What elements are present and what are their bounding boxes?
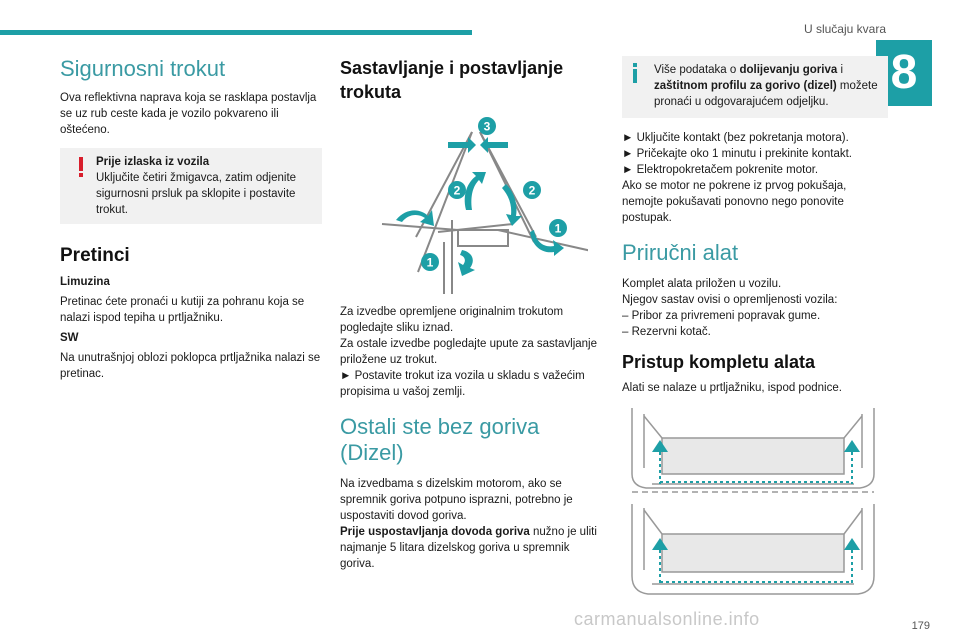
page-number: 179 [911, 620, 930, 632]
watermark: carmanualsonline.info [574, 609, 760, 629]
column-3 [622, 56, 888, 609]
step: ► Elektropokretačem pokrenite motor. [622, 164, 819, 176]
heading-compartments: Pretinci [60, 245, 130, 266]
svg-text:2: 2 [453, 183, 461, 198]
section-title: U slučaju kvara [803, 22, 886, 36]
triangle-assembly-illustration [358, 112, 588, 294]
paragraph: Prije uspostavljanja dovoda goriva nužno je uliti najmanje 5 litara dizelskog goriva u spremnik goriva. [340, 526, 597, 570]
warning-exclamation-icon [74, 156, 88, 178]
header-accent-bar [0, 30, 472, 35]
info-icon [628, 62, 642, 84]
svg-text:3: 3 [483, 119, 491, 134]
warning-note [60, 148, 322, 224]
paragraph: Alati se nalaze u prtljažniku, ispod podnice. [622, 382, 842, 394]
svg-text:1: 1 [426, 255, 434, 270]
paragraph: Za ostale izvedbe pogledajte upute za sastavljanje priložene uz trokut. [340, 338, 598, 366]
paragraph: ► Postavite trokut iza vozila u skladu s važećim propisima u vašoj zemlji. [340, 370, 585, 398]
step: ► Pričekajte oko 1 minutu i prekinite kontakt. [622, 148, 852, 160]
paragraph: Na izvedbama s dizelskim motorom, ako se spremnik goriva potpuno isprazni, potrebno je uspostaviti dovod goriva. [340, 478, 573, 522]
trunk-floor-illustration [622, 404, 884, 604]
svg-text:2: 2 [528, 183, 536, 198]
info-note: Više podataka o dolijevanju goriva i zaštitnom profilu za gorivo (dizel) možete pronaći u odgovarajućem odjeljku. [622, 56, 888, 118]
heading-out-of-fuel: Ostali ste bez goriva (Dizel) [340, 414, 540, 465]
chapter-number: 8 [876, 40, 932, 106]
subheading-sw: SW [60, 332, 79, 344]
heading-tool-kit-access: Pristup kompletu alata [622, 352, 816, 372]
column-2 [340, 56, 606, 572]
heading-warning-triangle: Sigurnosni trokut [60, 56, 226, 81]
note-title: Prije izlaska iz vozila [96, 156, 210, 168]
paragraph: Ako se motor ne pokrene iz prvog pokušaja, nemojte pokušavati ponovno nego ponovite postupak. [622, 180, 847, 224]
note-text: Uključite četiri žmigavca, zatim odjenite sigurnosni prsluk pa sklopite i postavite trokut. [96, 172, 297, 216]
list-item: – Pribor za privremeni popravak gume. [622, 310, 821, 322]
paragraph: Ova reflektivna naprava koja se rasklapa postavlja se uz rub ceste kada je vozilo pokvareno ili oštećeno. [60, 92, 317, 136]
heading-assembly: Sastavljanje i postavljanje trokuta [340, 58, 564, 102]
paragraph: Komplet alata priložen u vozilu. [622, 278, 782, 290]
column-1 [60, 56, 322, 382]
paragraph: Pretinac ćete pronaći u kutiji za pohranu koja se nalazi ispod tepiha u prtljažniku. [60, 296, 305, 324]
svg-text:1: 1 [554, 221, 562, 236]
paragraph: Na unutrašnjoj oblozi poklopca prtljažnika nalazi se pretinac. [60, 352, 321, 380]
paragraph: Njegov sastav ovisi o opremljenosti vozila: [622, 294, 838, 306]
subheading-sedan: Limuzina [60, 276, 110, 288]
paragraph: Za izvedbe opremljene originalnim trokutom pogledajte sliku iznad. [340, 306, 564, 334]
step: ► Uključite kontakt (bez pokretanja motora). [622, 132, 849, 144]
list-item: – Rezervni kotač. [622, 326, 711, 338]
heading-tool-kit: Priručni alat [622, 240, 739, 265]
